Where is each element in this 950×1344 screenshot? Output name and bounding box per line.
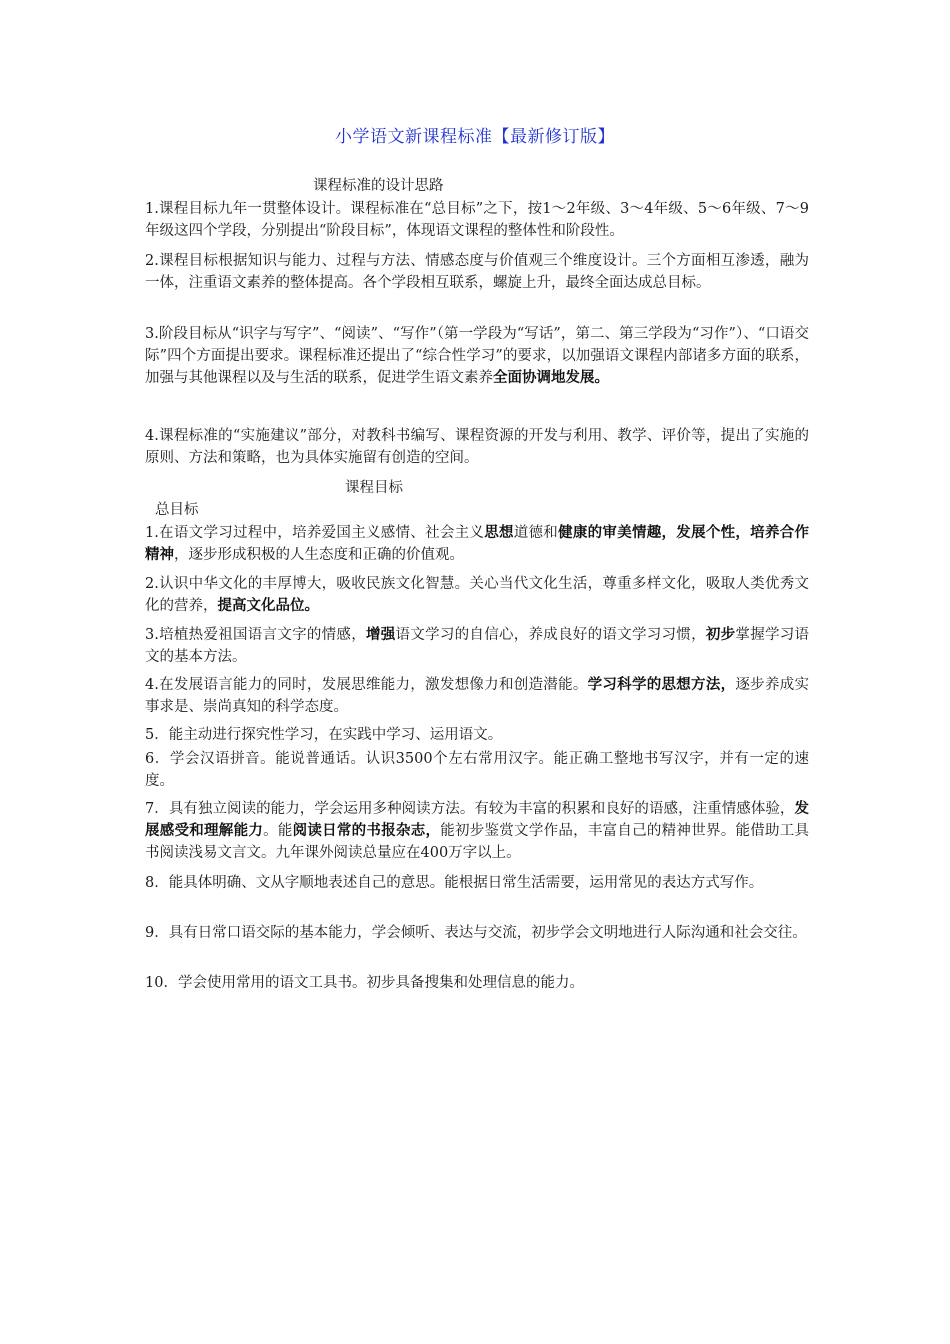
goal-item-7: 7．具有独立阅读的能力，学会运用多种阅读方法。有较为丰富的积累和良好的语感，注重情感体验，发展感受和理解能力。能阅读日常的书报杂志，能初步鉴赏文学作品，丰富自己的精神世界。能借助工具书阅读浅易文言文。九年课外阅读总量应在400万字以上。 <box>145 800 810 861</box>
design-paragraph-3: 3.阶段目标从“识字与写字”、“阅读”、“写作”（第一学段为“写话”，第二、第三学段为“习作”）、“口语交际”四个方面提出要求。课程标准还提出了“综合性学习”的要求，以加强语文课程内部诸多方面的联系，加强与其他课程以及与生活的联系，促进学生语文素养全面协调地发展。 <box>145 326 809 386</box>
goal-item-4: 4.在发展语言能力的同时，发展思维能力，激发想像力和创造潜能。学习科学的思想方法，逐步养成实事求是、崇尚真知的科学态度。 <box>145 676 809 715</box>
design-paragraph-1: 1.课程目标九年一贯整体设计。课程标准在“总目标”之下，按1～2年级、3～4年级、5～6年级、7～9年级这四个学段，分别提出“阶段目标”，体现语文课程的整体性和阶段性。 <box>145 201 809 239</box>
goal-item-3: 3.培植热爱祖国语言文字的情感，增强语文学习的自信心，养成良好的语文学习习惯，初步掌握学习语文的基本方法。 <box>145 626 810 665</box>
goal-item-10: 10．学会使用常用的语文工具书。初步具备搜集和处理信息的能力。 <box>145 975 584 991</box>
goals-section-heading: 课程目标 <box>345 480 403 496</box>
design-paragraph-2: 2.课程目标根据知识与能力、过程与方法、情感态度与价值观三个维度设计。三个方面相互渗透，融为一体，注重语文素养的整体提高。各个学段相互联系，螺旋上升，最终全面达成总目标。 <box>145 253 809 291</box>
goal-item-9: 9．具有日常口语交际的基本能力，学会倾听、表达与交流，初步学会文明地进行人际沟通和社会交往。 <box>145 925 807 941</box>
goal-item-5: 5．能主动进行探究性学习，在实践中学习、运用语文。 <box>145 727 503 743</box>
document-title: 小学语文新课程标准【最新修订版】 <box>335 127 615 147</box>
goal-item-1: 1.在语文学习过程中，培养爱国主义感情、社会主义思想道德和健康的审美情趣，发展个性，培养合作精神，逐步形成积极的人生态度和正确的价值观。 <box>145 524 810 563</box>
overall-goals-subheading: 总目标 <box>155 502 199 518</box>
goal-item-2: 2.认识中华文化的丰厚博大，吸收民族文化智慧。关心当代文化生活，尊重多样文化，吸取人类优秀文化的营养，提高文化品位。 <box>145 576 809 614</box>
design-paragraph-4: 4.课程标准的“实施建议”部分，对教科书编写、课程资源的开发与利用、教学、评价等，提出了实施的原则、方法和策略，也为具体实施留有创造的空间。 <box>145 428 809 466</box>
design-section-heading: 课程标准的设计思路 <box>313 178 444 194</box>
goal-item-6: 6．学会汉语拼音。能说普通话。认识3500个左右常用汉字。能正确工整地书写汉字，并有一定的速度。 <box>145 751 809 789</box>
goal-item-8: 8．能具体明确、文从字顺地表述自己的意思。能根据日常生活需要，运用常见的表达方式写作。 <box>145 875 764 891</box>
